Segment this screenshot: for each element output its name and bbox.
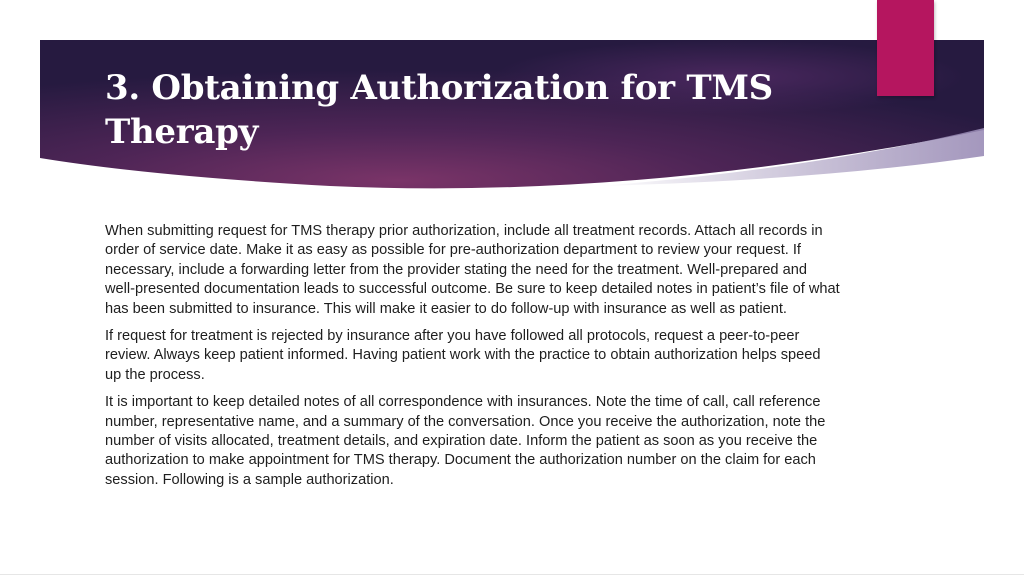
body-paragraph-3: It is important to keep detailed notes of all correspondence with insurances. Note the time of call, call reference number, representative name, and a summary of the conversation. Once you receive the authorization, note the number of visits allocated, treatment details, and expiration date. Inform the patient as soon as you receive the authorization to make appointment for TMS therapy. Document the authorization number on the claim for each session. Following is a sample authorization. [105, 394, 826, 488]
body-paragraph-2: If request for treatment is rejected by insurance after you have followed all protocols, request a peer-to-peer review. Always keep patient informed. Having patient work with the practice to obtain authorization helps speed up the process. [105, 328, 821, 383]
slide-title: 3. Obtaining Authorization for TMS Therapy [105, 68, 773, 152]
slide-body [105, 222, 840, 498]
body-paragraph-1: When submitting request for TMS therapy prior authorization, include all treatment records. Attach all records in order of service date. Make it as easy as possible for pre-authorization department to review your request. If necessary, include a forwarding letter from the provider stating the need for the treatment. Well-prepared and well-presented documentation leads to successful outcome. Be sure to keep detailed notes in patient’s file of what has been submitted to insurance. This will make it easier to do follow-up with insurance as well as patient. [105, 223, 840, 317]
accent-tab [877, 0, 934, 96]
bottom-divider [0, 574, 1024, 575]
